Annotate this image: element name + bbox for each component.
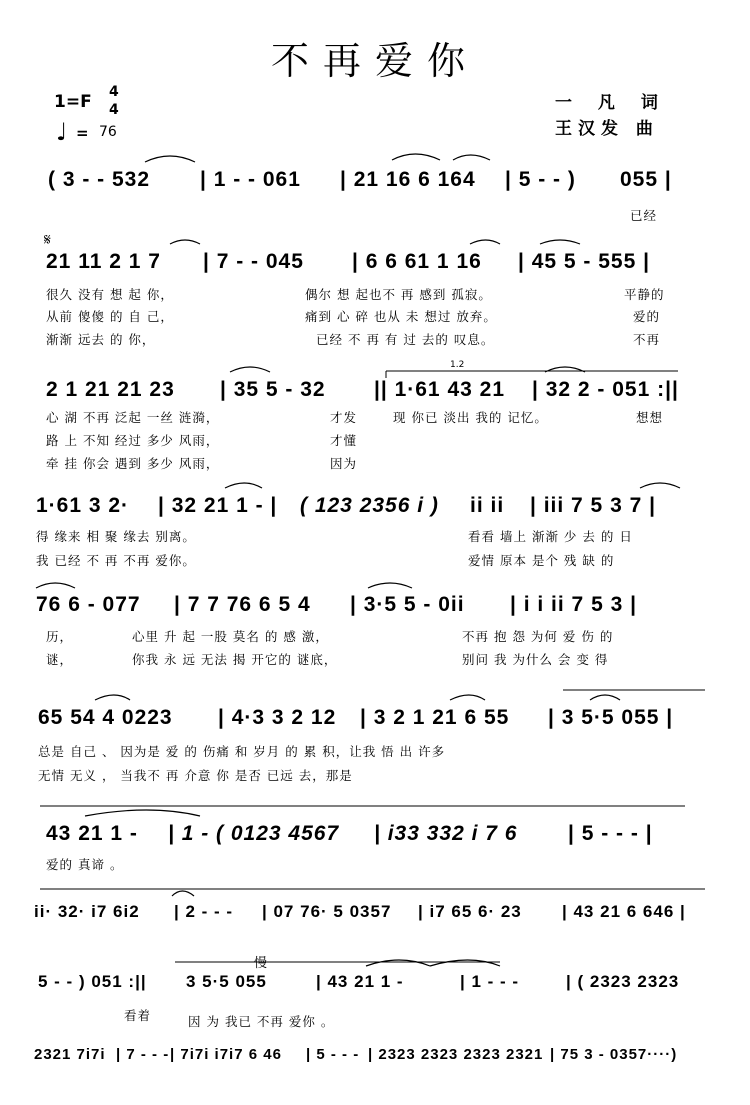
measure: | 43 21 6 646 | [562, 902, 686, 921]
measure: ii· 32· i7 6i2 [34, 902, 140, 921]
measure: | 5 - - ) [505, 168, 576, 191]
measure: ii ii [470, 494, 505, 517]
lyric-line: 路 上 不知 经过 多少 风雨， [46, 433, 220, 448]
lyric-line: 看看 墙上 渐渐 少 去 的 日 [468, 529, 633, 544]
lyric-line: 心里 升 起 一股 莫名 的 感 激， [132, 629, 329, 644]
measure: | i i ii 7 5 3 | [510, 593, 637, 616]
measure: | 5 - - - | [568, 822, 653, 845]
slur-icon [366, 960, 430, 966]
measure: | 7 7 76 6 5 4 [174, 593, 311, 616]
lyric-line: 我 已经 不 再 不再 爱你。 [36, 553, 196, 568]
lyric-line: 谜， [46, 652, 74, 667]
measure: | 35 5 - 32 [220, 378, 326, 401]
slur-icon [450, 695, 485, 700]
measure: | 32 21 1 - | [158, 494, 278, 517]
measure: | 6 6 61 1 16 [352, 250, 482, 273]
lyric-line: 因 为 我已 不再 爱你 。 [188, 1014, 335, 1029]
lyric-line: 平静的 [624, 287, 665, 302]
lyric-line: 痛到 心 碎 也从 未 想过 放弃。 [305, 309, 497, 324]
lyric-line: 才懂 [330, 433, 358, 448]
measure: | 1 - ( 0123 4567 [168, 822, 340, 845]
tempo-equals: = [76, 124, 89, 142]
slur-icon [85, 810, 200, 816]
measure: 5 - - ) 051 :|| [38, 972, 147, 991]
lyric-line: 看着 [124, 1008, 152, 1023]
measure: | 43 21 1 - [316, 972, 404, 991]
measure: | 4·3 3 2 12 [218, 706, 337, 729]
measure: | 1 - - 061 [200, 168, 301, 191]
time-signature-top: 4 [109, 84, 119, 100]
measure: | i7 65 6· 23 [418, 902, 522, 921]
measure: | 32 2 - 051 :|| [532, 378, 679, 401]
measure: 65 54 4 0223 [38, 706, 173, 729]
measure: | 3·5 5 - 0ii [350, 593, 465, 616]
lyric-line: 已经 [630, 208, 658, 223]
slur-icon [470, 240, 500, 244]
lyric-line: 无情 无义 ， 当我不 再 介意 你 是否 已远 去，那是 [38, 768, 353, 783]
slur-icon [172, 891, 194, 896]
lyric-line: 不再 [633, 332, 661, 347]
measure: | 3 5·5 055 | [548, 706, 674, 729]
lyric-line: 牵 挂 你会 遇到 多少 风雨， [46, 456, 220, 471]
lyric-line: 总是 自己 、 因为是 爱 的 伤痛 和 岁月 的 累 积，让我 悟 出 许多 [38, 744, 446, 759]
slur-icon [145, 156, 195, 162]
slur-icon [640, 483, 680, 488]
lyric-line: 历， [46, 629, 74, 644]
lyricist-credit: 一 凡 词 [555, 93, 668, 113]
measure: | i33 332 i 7 6 [374, 822, 518, 845]
measure: 1·61 3 2· [36, 494, 130, 517]
lyric-line: 你我 永 远 无法 揭 开它的 谜底， [132, 652, 338, 667]
measure: 2 1 21 21 23 [46, 378, 175, 401]
lyric-line: 才发 [330, 410, 358, 425]
slur-icon [95, 695, 130, 700]
measure: | ( 2323 2323 [566, 972, 680, 991]
measure: | 07 76· 5 0357 [262, 902, 392, 921]
slur-icon [225, 483, 262, 488]
lyric-line: 得 缘来 相 聚 缘去 别离。 [36, 529, 196, 544]
measure: | 75 3 - 0357····) [550, 1046, 678, 1063]
lyric-line: 爱的 真谛 。 [46, 857, 124, 872]
measure: | 7 - - - [116, 1046, 170, 1063]
measure: | 21 16 6 164 [340, 168, 476, 191]
measure: 3 5·5 055 [186, 972, 267, 991]
measure: | 3 2 1 21 6 55 [360, 706, 510, 729]
slur-icon [540, 240, 580, 244]
slur-icon [170, 240, 200, 244]
lyric-line: 想想 [636, 410, 664, 425]
slur-icon [392, 154, 440, 160]
lyric-line: 不再 抱 怨 为何 爱 伤 的 [462, 629, 614, 644]
slur-icon [453, 155, 490, 160]
lyric-line: 爱情 原本 是个 残 缺 的 [468, 553, 615, 568]
measure: | iii 7 5 3 7 | [530, 494, 656, 517]
measure: | 7i7i i7i7 6 46 [170, 1046, 282, 1063]
slur-icon [590, 695, 620, 700]
lyric-line: 爱的 [633, 309, 661, 324]
measure: | 2 - - - [174, 902, 234, 921]
slur-icon [230, 367, 270, 372]
measure: 43 21 1 - [46, 822, 138, 845]
measure: | 5 - - - [306, 1046, 360, 1063]
composer-credit: 王汉发 曲 [555, 119, 659, 139]
measure: 21 11 2 1 7 [46, 250, 161, 273]
lyric-line: 因为 [330, 456, 358, 471]
lyric-line: 现 你已 淡出 我的 记忆。 [393, 410, 548, 425]
volta-label: 1.2 [450, 360, 465, 370]
measure: | 7 - - 045 [203, 250, 304, 273]
measure: | 45 5 - 555 | [518, 250, 650, 273]
key-signature: 1=F [54, 92, 92, 112]
lyric-line: 很久 没有 想 起 你， [46, 287, 174, 302]
tempo-marking: 慢 [254, 956, 269, 971]
measure: 055 | [620, 168, 672, 191]
slur-icon [36, 583, 75, 588]
song-title: 不再爱你 [270, 39, 479, 83]
quarter-note-icon: ♩ [56, 118, 68, 146]
measure: || 1·61 43 21 [374, 378, 506, 401]
measure: 76 6 - 077 [36, 593, 141, 616]
time-signature-bottom: 4 [109, 102, 119, 118]
lyric-line: 从前 傻傻 的 自 己， [46, 309, 174, 324]
lyric-line: 已经 不 再 有 过 去的 叹息。 [316, 332, 495, 347]
slur-icon [368, 583, 412, 588]
lyric-line: 偶尔 想 起也不 再 感到 孤寂。 [305, 287, 492, 302]
segno-icon: 𝄋 [44, 230, 51, 249]
slur-icon [430, 960, 500, 966]
lyric-line: 渐渐 远去 的 你， [46, 332, 156, 347]
lyric-line: 别问 我 为什么 会 变 得 [462, 652, 609, 667]
measure: 2321 7i7i [34, 1046, 106, 1063]
measure: ( 123 2356 i ) [300, 494, 439, 517]
measure: | 2323 2323 2323 2321 [368, 1046, 544, 1063]
measure: ( 3 - - 532 [48, 168, 151, 191]
tempo-value: 76 [99, 124, 117, 140]
lyric-line: 心 湖 不再 泛起 一丝 涟漪， [46, 410, 220, 425]
measure: | 1 - - - [460, 972, 520, 991]
